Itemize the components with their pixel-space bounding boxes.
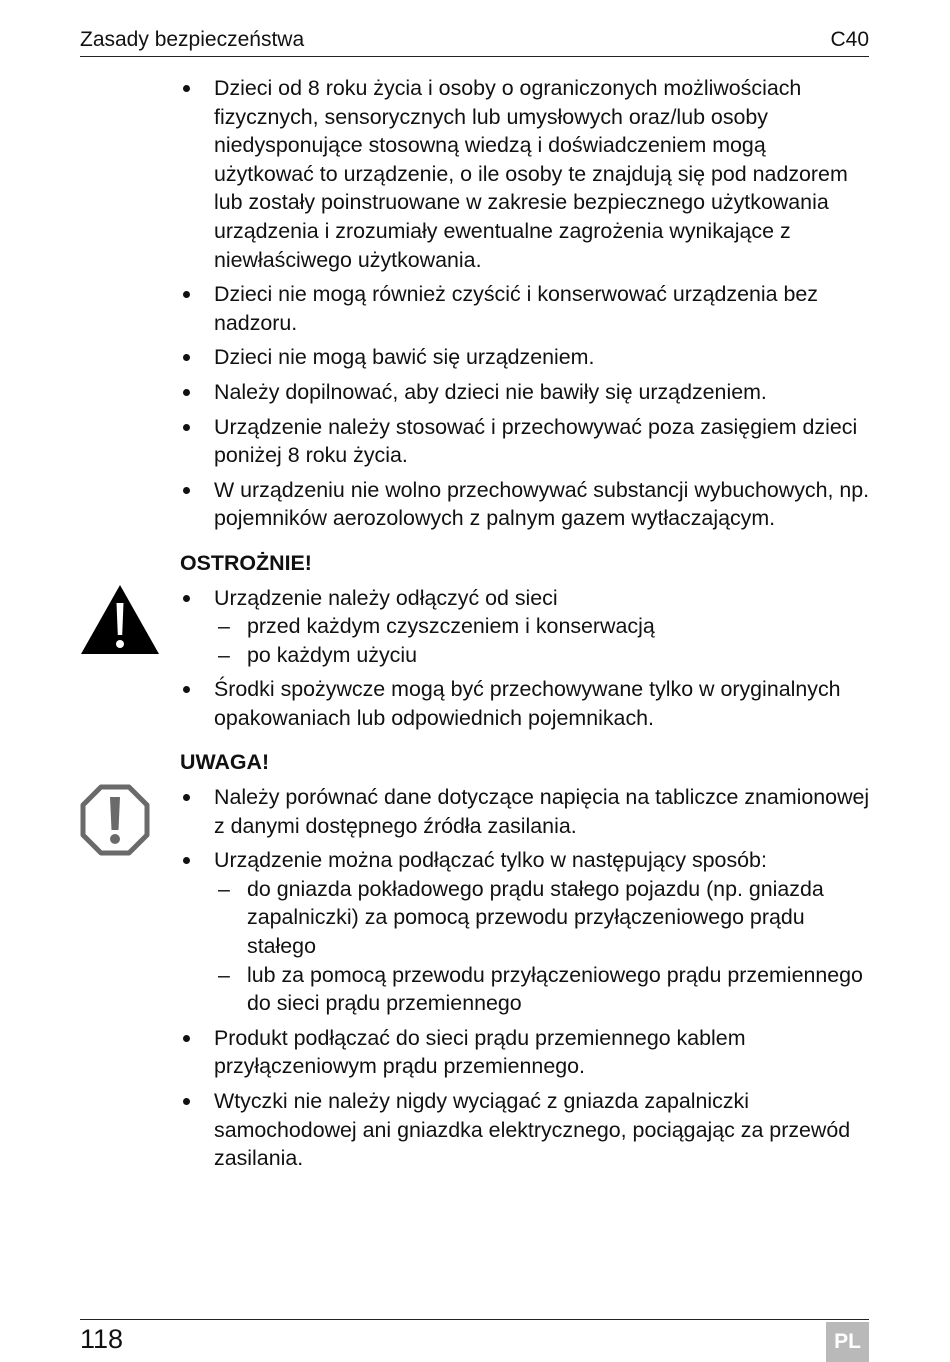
page-number: 118	[80, 1324, 124, 1354]
list-item-text: Urządzenie należy odłączyć od sieci	[214, 585, 558, 610]
notice-heading: UWAGA!	[180, 750, 270, 775]
caution-section	[180, 549, 870, 733]
sub-list	[214, 875, 870, 1018]
intro-list	[180, 74, 870, 533]
list-item: Urządzenie należy stosować i przechowywać poza zasięgiem dzieci poniżej 8 roku życia.	[180, 413, 870, 470]
sub-list-item: – przed każdym czyszczeniem i konserwacją	[214, 612, 870, 641]
list-item: Należy porównać dane dotyczące napięcia na tabliczce znamionowej z danymi dostępnego źródła zasilania.	[180, 783, 870, 840]
list-item: Wtyczki nie należy nigdy wyciągać z gniazda zapalniczki samochodowej ani gniazdka elektrycznego, pociągając za przewód zasilania.	[180, 1087, 870, 1173]
page-footer	[80, 1319, 869, 1362]
list-item	[180, 584, 870, 670]
page-content	[180, 74, 870, 1179]
caution-list	[180, 584, 870, 733]
list-item: W urządzeniu nie wolno przechowywać substancji wybuchowych, np. pojemników aerozolowych z palnym gazem wytłaczającym.	[180, 476, 870, 533]
language-badge: PL	[826, 1322, 869, 1362]
list-item	[180, 846, 870, 1018]
sub-list-item: – po każdym użyciu	[214, 641, 870, 670]
sub-list-item: – lub za pomocą przewodu przyłączeniowego prądu przemiennego do sieci prądu przemiennego	[214, 961, 870, 1018]
notice-section	[180, 748, 870, 1172]
list-item: Dzieci nie mogą również czyścić i konserwować urządzenia bez nadzoru.	[180, 280, 870, 337]
sub-list	[214, 612, 870, 669]
caution-heading: OSTROŻNIE!	[180, 550, 312, 575]
list-item: Produkt podłączać do sieci prądu przemiennego kablem przyłączeniowym prądu przemiennego.	[180, 1024, 870, 1081]
header-model: C40	[830, 28, 869, 51]
page-header	[80, 26, 869, 57]
list-item: Środki spożywcze mogą być przechowywane tylko w oryginalnych opakowaniach lub odpowiednich pojemnikach.	[180, 675, 870, 732]
notice-list	[180, 783, 870, 1173]
warning-triangle-icon	[80, 583, 160, 655]
list-item: Dzieci od 8 roku życia i osoby o ograniczonych możliwościach fizycznych, sensorycznych lub umysłowych oraz/lub osoby niedysponujące stosowną wiedzą i doświadczeniem mogą użytkować to urządzenie, o ile osoby te znajdują się pod nadzorem lub zostały poinstruowane w zakresie bezpiecznego użytkowania urządzenia i zrozumiały ewentualne zagrożenia wynikające z niewłaściwego użytkowania.	[180, 74, 870, 274]
sub-list-item: – do gniazda pokładowego prądu stałego pojazdu (np. gniazda zapalniczki) za pomocą przewodu przyłączeniowego prądu stałego	[214, 875, 870, 961]
list-item: Należy dopilnować, aby dzieci nie bawiły się urządzeniem.	[180, 378, 870, 407]
exclamation-octagon-icon	[80, 784, 150, 856]
list-item: Dzieci nie mogą bawić się urządzeniem.	[180, 343, 870, 372]
list-item-text: Urządzenie można podłączać tylko w następujący sposób:	[214, 848, 767, 873]
header-title: Zasady bezpieczeństwa	[80, 28, 305, 51]
